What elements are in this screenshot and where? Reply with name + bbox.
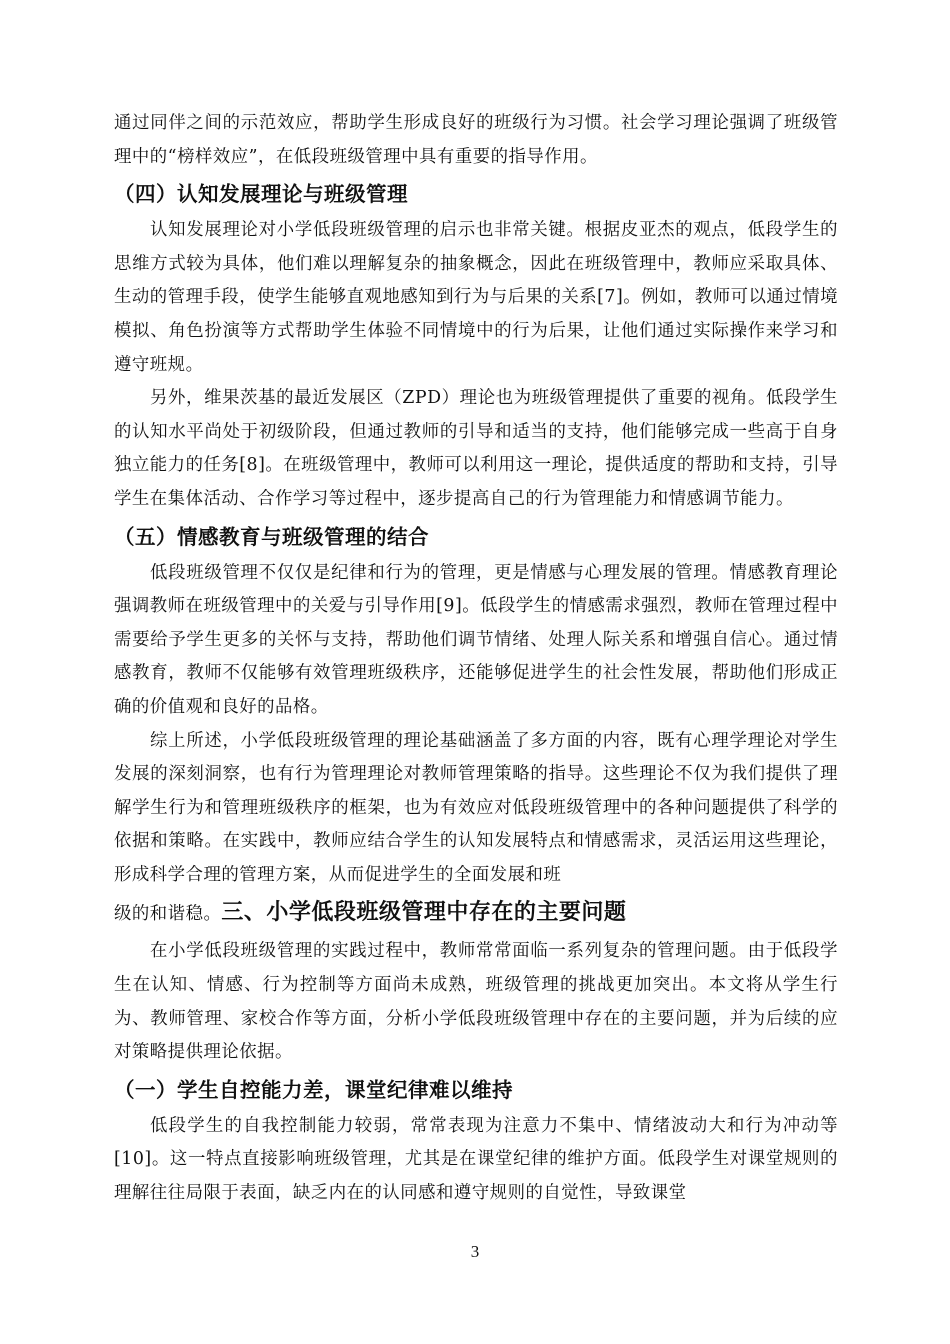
section-heading-4: （四）认知发展理论与班级管理 [114, 182, 408, 207]
paragraph-summary: 综上所述，小学低段班级管理的理论基础涵盖了多方面的内容，既有心理学理论对学生发展的深刻洞察，也有行为管理理论对教师管理策略的指导。这些理论不仅为我们提供了理解学生行为和管理班级秩序的框架，也为有效应对低段班级管理中的各种问题提供了科学的依据和策略。在实践中，教师应结合学生的认知发展特点和情感需求，灵活运用这些理论，形成科学合理的管理方案，从而促进学生的全面发展和班 [114, 730, 838, 885]
summary-tail-with-chapter-heading [114, 892, 838, 935]
paragraph-self-control: 低段学生的自我控制能力较弱，常常表现为注意力不集中、情绪波动大和行为冲动等[10]。这一特点直接影响班级管理，尤其是在课堂纪律的维护方面。低段学生对课堂规则的理解往往局限于表面，缺乏内在的认同感和遵守规则的自觉性，导致课堂 [114, 1115, 838, 1204]
paragraph-cognitive-theory: 认知发展理论对小学低段班级管理的启示也非常关键。根据皮亚杰的观点，低段学生的思维方式较为具体，他们难以理解复杂的抽象概念，因此在班级管理中，教师应采取具体、生动的管理手段，使学生能够直观地感知到行为与后果的关系[7]。例如，教师可以通过情境模拟、角色扮演等方式帮助学生体验不同情境中的行为后果，让他们通过实际操作来学习和遵守班规。 [114, 220, 838, 375]
document-page [114, 107, 838, 1211]
section-heading-1: （一）学生自控能力差，课堂纪律难以维持 [114, 1077, 513, 1102]
paragraph-chapter-intro: 在小学低段班级管理的实践过程中，教师常常面临一系列复杂的管理问题。由于低段学生在认知、情感、行为控制等方面尚未成熟，班级管理的挑战更加突出。本文将从学生行为、教师管理、家校合作等方面，分析小学低段班级管理中存在的主要问题，并为后续的应对策略提供理论依据。 [114, 941, 838, 1063]
paragraph-zpd-theory: 另外，维果茨基的最近发展区（ZPD）理论也为班级管理提供了重要的视角。低段学生的认知水平尚处于初级阶段，但通过教师的引导和适当的支持，他们能够完成一些高于自身独立能力的任务[8]。在班级管理中，教师可以利用这一理论，提供适度的帮助和支持，引导学生在集体活动、合作学习等过程中，逐步提高自己的行为管理能力和情感调节能力。 [114, 388, 838, 509]
section-heading-5: （五）情感教育与班级管理的结合 [114, 524, 429, 549]
paragraph-emotional-education: 低段班级管理不仅仅是纪律和行为的管理，更是情感与心理发展的管理。情感教育理论强调教师在班级管理中的关爱与引导作用[9]。低段学生的情感需求强烈，教师在管理过程中需要给予学生更多的关怀与支持，帮助他们调节情绪、处理人际关系和增强自信心。通过情感教育，教师不仅能够有效管理班级秩序，还能够促进学生的社会性发展，帮助他们形成正确的价值观和良好的品格。 [114, 562, 838, 717]
chapter-heading-3: 三、小学低段班级管理中存在的主要问题 [221, 900, 627, 926]
page-number: 3 [470, 1242, 480, 1261]
summary-tail-text: 级的和谐稳。 [114, 904, 222, 925]
paragraph-continuation: 通过同伴之间的示范效应，帮助学生形成良好的班级行为习惯。社会学习理论强调了班级管理中的“榜样效应”，在低段班级管理中具有重要的指导作用。 [114, 113, 838, 167]
